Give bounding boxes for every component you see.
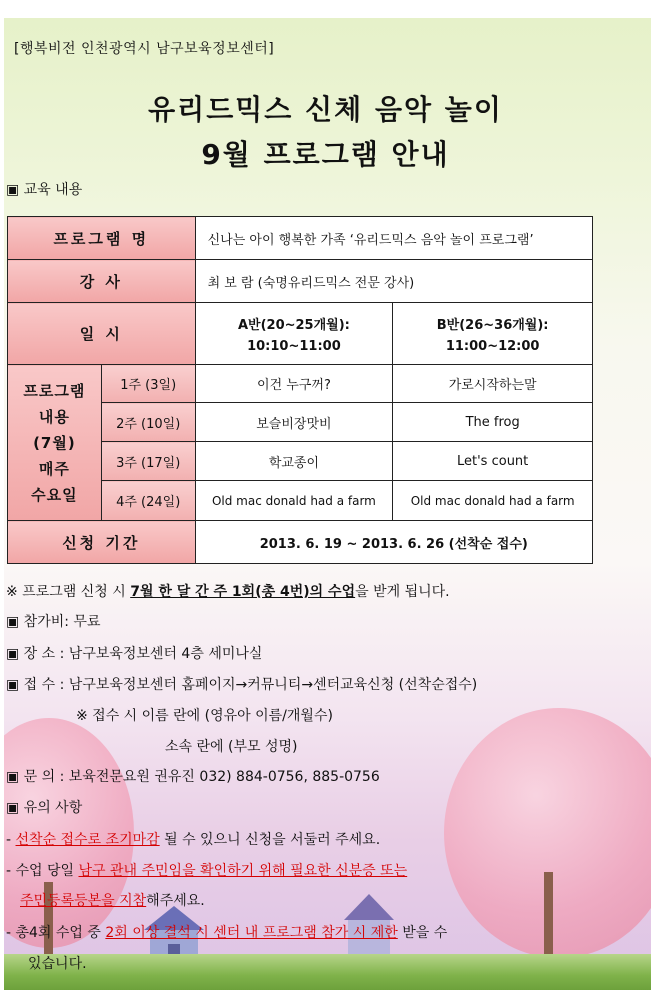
fee-line: ▣ 참가비: 무료 <box>6 614 101 630</box>
header-label: [행복비전 인천광역시 남구보육정보센터] <box>14 41 275 57</box>
week-class-a: 이건 누구꺼? <box>195 365 393 403</box>
section-education: ▣ 교육 내용 <box>6 182 83 198</box>
page-title-line1: 유리드믹스 신체 음악 놀이 <box>148 93 503 126</box>
caution-2-cont <box>20 891 205 911</box>
note-emphasis: 7월 한 달 간 주 1회(총 4번)의 수업 <box>130 584 356 600</box>
program-table <box>7 216 593 564</box>
caution-1-red: 선착순 접수로 조기마감 <box>15 832 160 848</box>
program-name-label: 프로그램 명 <box>8 217 196 260</box>
week-class-a: 학교종이 <box>195 442 393 481</box>
inquiry-line: ▣ 문 의 : 보육전문요원 권유진 032) 884-0756, 885-0756 <box>6 769 380 785</box>
period-value: 2013. 6. 19 ~ 2013. 6. 26 (선착순 접수) <box>195 521 592 564</box>
class-b-time <box>393 303 593 365</box>
class-a-line1: A반(20~25개월): <box>237 317 350 333</box>
instructor-value: 최 보 람 (숙명유리드믹스 전문 강사) <box>195 260 592 303</box>
class-b-line2: 11:00~12:00 <box>445 338 540 354</box>
caution-1 <box>6 830 380 850</box>
instructor-label: 강 사 <box>8 260 196 303</box>
caution-2 <box>6 861 407 881</box>
caution-3 <box>6 923 447 943</box>
caution-1-pre: - <box>6 832 16 848</box>
period-label: 신청 기간 <box>8 521 196 564</box>
place-line: ▣ 장 소 : 남구보육정보센터 4층 세미나실 <box>6 646 263 662</box>
caution-2-red-1: 남구 관내 주민임을 확인하기 위해 필요한 신분증 또는 <box>78 863 408 879</box>
week-label: 4주 (24일) <box>101 481 195 521</box>
week-class-b: The frog <box>393 403 593 442</box>
content-label <box>8 365 102 521</box>
week-class-b: Old mac donald had a farm <box>393 481 593 521</box>
week-label: 3주 (17일) <box>101 442 195 481</box>
content-label-line: (7월) <box>33 433 76 452</box>
week-class-a: Old mac donald had a farm <box>195 481 393 521</box>
caution-3-pre: - 총4회 수업 중 <box>6 925 106 941</box>
caution-3-red: 2회 이상 결석 시 센터 내 프로그램 참가 시 제한 <box>105 925 398 941</box>
class-a-line2: 10:10~11:00 <box>247 338 341 354</box>
content-label-line: 매주 <box>38 459 70 478</box>
schedule-label: 일 시 <box>8 303 196 365</box>
caution-1-post: 될 수 있으니 신청을 서둘러 주세요. <box>159 832 381 848</box>
note-post: 을 받게 됩니다. <box>355 584 450 600</box>
week-label: 1주 (3일) <box>101 365 195 403</box>
caution-2-red-2: 주민등록등본을 지참 <box>20 893 147 909</box>
caution-2-post: 해주세요. <box>146 893 205 909</box>
content-label-line: 내용 <box>38 407 70 426</box>
caution-3-line2: 있습니다. <box>28 956 87 972</box>
class-b-line1: B반(26~36개월): <box>436 317 549 333</box>
grass-strip <box>4 954 651 990</box>
caution-2-pre: - 수업 당일 <box>6 863 79 879</box>
reception-line: ▣ 접 수 : 남구보육정보센터 홈페이지→커뮤니티→센터교육신청 (선착순접수) <box>6 677 478 693</box>
week-class-b: 가로시작하는말 <box>393 365 593 403</box>
caution-title: ▣ 유의 사항 <box>6 800 83 816</box>
class-a-time <box>195 303 393 365</box>
program-note <box>6 582 450 602</box>
program-name-value: 신나는 아이 행복한 가족 ‘유리드믹스 음악 놀이 프로그램’ <box>195 217 592 260</box>
week-class-a: 보슬비장맛비 <box>195 403 393 442</box>
note-pre: ※ 프로그램 신청 시 <box>6 584 131 600</box>
reception-note-2: 소속 란에 (부모 성명) <box>165 739 298 755</box>
content-label-line: 수요일 <box>31 485 78 504</box>
week-label: 2주 (10일) <box>101 403 195 442</box>
page-title-line2: 9월 프로그램 안내 <box>201 138 450 171</box>
caution-3-post: 받을 수 <box>397 925 448 941</box>
week-class-b: Let's count <box>393 442 593 481</box>
reception-note-1: ※ 접수 시 이름 란에 (영유아 이름/개월수) <box>76 708 333 724</box>
content-label-line: 프로그램 <box>23 381 86 400</box>
